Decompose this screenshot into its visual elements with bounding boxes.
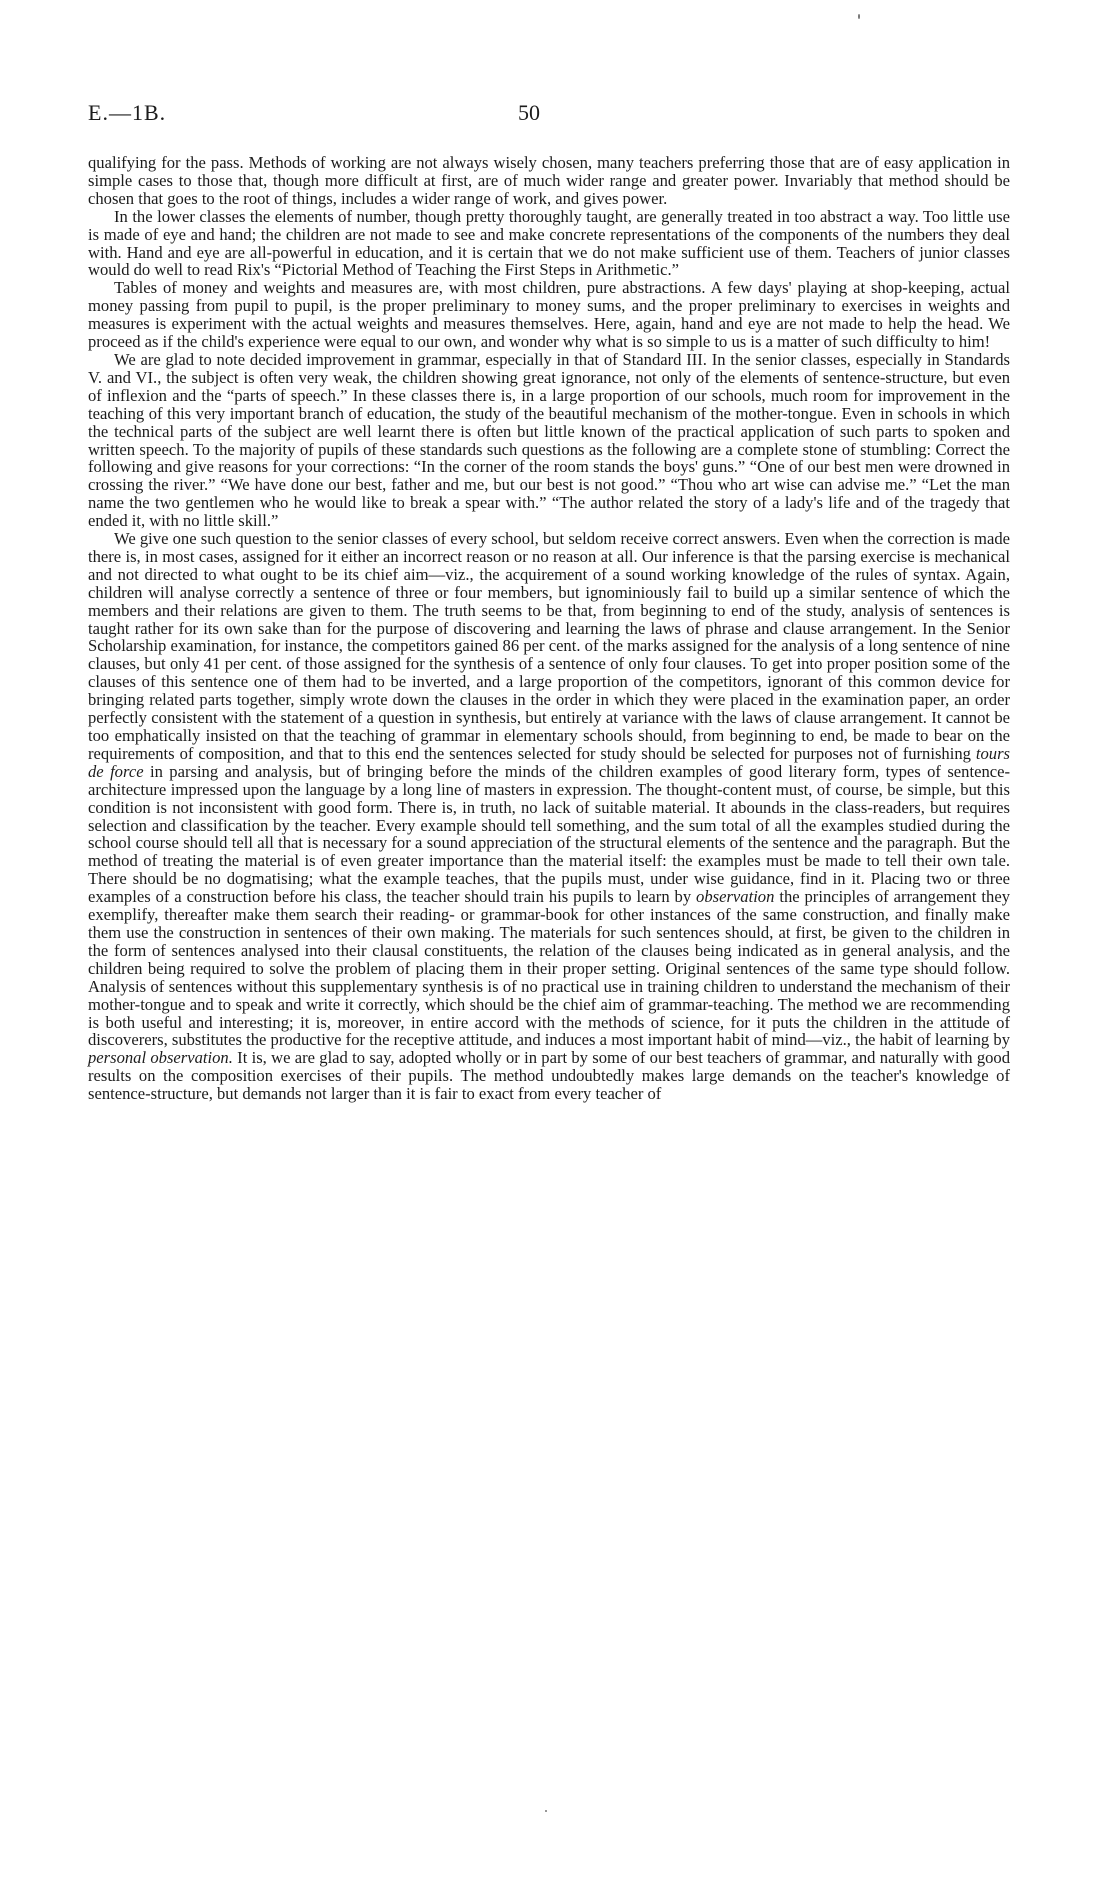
page-header bbox=[88, 100, 1010, 130]
paragraph-text: the principles of arrangement they exemplify, thereafter make them search their reading- or grammar-book for other instances of the same construction, and finally make them use the construction in sentences of their own making. The materials for such sentences should, at first, be given to the children in the form of sentences analysed into their clausal constituents, the relation of the clauses being indicated as in general analysis, and the children being required to solve the problem of placing them in their proper setting. Original sentences of the same type should follow. Analysis of sentences without this supplementary synthesis is of no practical use in training children to understand the mechanism of their mother-tongue and to speak and write it correctly, which should be the chief aim of grammar-teaching. The method we are recommending is both useful and interesting; it is, moreover, in entire accord with the methods of science, for it puts the children in the attitude of discoverers, substitutes the productive for the receptive attitude, and induces a most important habit of mind—viz., the habit of learning by bbox=[88, 887, 1010, 1050]
report-reference: E.—1B. bbox=[88, 100, 167, 125]
italic-phrase: tours de force bbox=[88, 743, 1010, 781]
paragraph-analysis-synthesis bbox=[88, 530, 1010, 1103]
italic-phrase: observation bbox=[696, 887, 775, 907]
paragraph-money-weights: Tables of money and weights and measures are, with most children, pure abstractions. A few days' playing at shop-keeping, actual money passing from pupil to pupil, is the proper preliminary to money sums, and the proper preliminary to exercises in weights and measures is experiment with the actual weights and measures themselves. Here, again, hand and eye are not made to help the head. We proceed as if the child's experience were equal to our own, and wonder why what is so simple to us is a matter of such difficulty to him! bbox=[88, 278, 1010, 352]
paragraph-text: in parsing and analysis, but of bringing before the minds of the children examples of good literary form, types of sentence-architecture impressed upon the language by a long line of masters in expression. The thought-content must, of course, be simple, but this condition is not inconsistent with good form. There is, in truth, no lack of suitable material. It abounds in the class-readers, but requires selection and classification by the teacher. Every example should tell something, and the sum total of all the examples studied during the school course should tell all that is necessary for a sound appreciation of the structural elements of the sentence and the paragraph. But the method of treating the material is of even greater importance than the material itself: the examples must be made to tell their own tale. There should be no dogmatising; what the example teaches, that the pupils must, under wise guidance, find in it. Placing two or three examples of a construction before his class, the teacher should train his pupils to learn by bbox=[88, 761, 1010, 907]
body-text bbox=[88, 154, 1010, 1103]
paragraph-grammar: We are glad to note decided improvement in grammar, especially in that of Standard III. In the senior classes, especially in Standards V. and VI., the subject is often very weak, the children showing great ignorance, not only of the elements of sentence-structure, but even of inflexion and the “parts of speech.” In these classes there is, in a large proportion of our schools, much room for improvement in the teaching of this very important branch of education, the study of the beautiful mechanism of the mother-tongue. Even in schools in which the technical parts of the subject are well learnt there is often but little known of the practical application of such parts to spoken and written speech. To the majority of pupils of these standards such questions as the following are a complete stone of stumbling: Correct the following and give reasons for your corrections: “In the corner of the room stands the boys' guns.” “One of our best men were drowned in crossing the river.” “We have done our best, father and me, but our best is not good.” “Thou who art wise can advise me.” “Let the man name the two gentlemen who he would like to break a spear with.” “The author related the story of a lady's life and of the tragedy that ended it, with no little skill.” bbox=[88, 349, 1010, 531]
page-number: 50 bbox=[518, 100, 540, 125]
paper-speck bbox=[545, 1810, 547, 1812]
paragraph-text: We give one such question to the senior classes of every school, but seldom receive correct answers. Even when the correction is made there is, in most cases, assigned for it either an incorrect reason or no reason at all. Our inference is that the parsing exercise is mechanical and not directed to what ought to be its chief aim—viz., the acquirement of a sound working knowledge of the rules of syntax. Again, children will analyse correctly a sentence of three or four members, but ignominiously fail to build up a similar sentence of which the members and their relations are given to them. The truth seems to be that, from beginning to end of the study, analysis of sentences is taught rather for its own sake than for the purpose of discovering and learning the laws of phrase and clause arrangement. In the Senior Scholarship examination, for instance, the competitors gained 86 per cent. of the marks assigned for the analysis of a long sentence of nine clauses, but only 41 per cent. of those assigned for the synthesis of a sentence of only four clauses. To get into proper position some of the clauses of this sentence one of them had to be inverted, and a large proportion of the competitors, ignorant of this common device for bringing related parts together, simply wrote down the clauses in the order in which they were placed in the examination paper, an order perfectly consistent with the statement of a question in synthesis, but entirely at variance with the laws of clause arrangement. It cannot be too emphatically insisted on that the teaching of grammar in elementary schools should, from beginning to end, be made to bear on the requirements of composition, and that to this end the sentences selected for study should be selected for purposes not of furnishing bbox=[88, 529, 1010, 763]
paragraph-number-elements: In the lower classes the elements of number, though pretty thoroughly taught, are generally treated in too abstract a way. Too little use is made of eye and hand; the children are not made to see and make concrete representations of the components of the numbers they deal with. Hand and eye are all-powerful in education, and it is certain that we do not make sufficient use of them. Teachers of junior classes would do well to read Rix's “Pictorial Method of Teaching the First Steps in Arithmetic.” bbox=[88, 206, 1010, 280]
paragraph-text: It is, we are glad to say, adopted wholly or in part by some of our best teachers of grammar, and naturally with good results on the composition exercises of their pupils. The method undoubtedly makes large demands on the teacher's knowledge of sentence-structure, but demands not larger than it is fair to exact from every teacher of bbox=[88, 1048, 1011, 1104]
italic-phrase: personal observation. bbox=[88, 1048, 233, 1068]
paragraph-arithmetic-methods: qualifying for the pass. Methods of working are not always wisely chosen, many teachers preferring those that are of easy application in simple cases to those that, though more difficult at first, are of much wider range and greater power. Invariably that method should be chosen that goes to the root of things, includes a wider range of work, and gives power. bbox=[88, 153, 1010, 208]
paper-speck bbox=[858, 14, 860, 19]
